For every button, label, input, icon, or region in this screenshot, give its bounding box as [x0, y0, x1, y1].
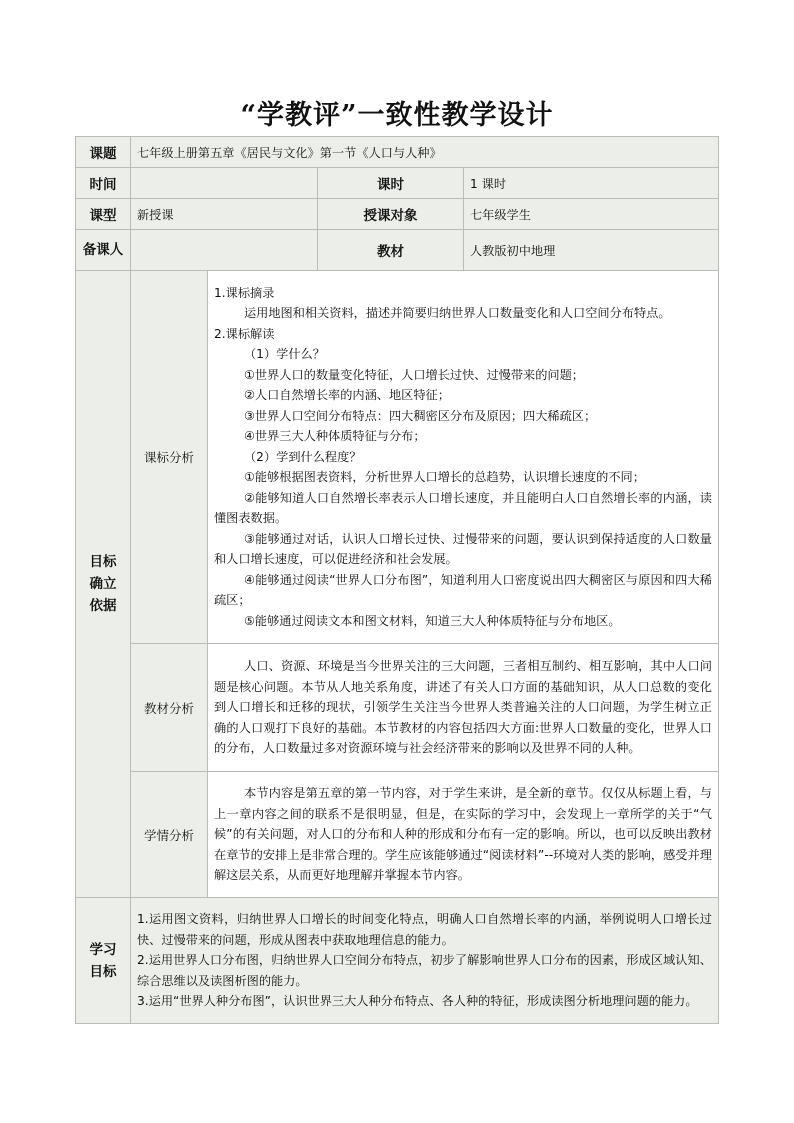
standards-line: 2.课标解读 [214, 326, 275, 341]
learner-analysis-label: 学情分析 [131, 772, 208, 898]
standards-line: ⑤能够通过阅读文本和图文材料，知道三大人种体质特征与分布地区。 [244, 613, 621, 628]
standards-line: ①能够根据图表资料，分析世界人口增长的总趋势，认识增长速度的不同； [244, 470, 645, 485]
standards-label: 课标分析 [131, 271, 208, 644]
textbook-label: 教材 [318, 230, 464, 271]
standards-line: ③世界人口空间分布特点：四大稠密区分布及原因；四大稀疏区； [244, 408, 597, 423]
type-label: 课型 [76, 199, 131, 230]
preparer-label: 备课人 [76, 230, 131, 271]
objective-item: 3.运用“世界人种分布图”，认识世界三大人种分布特点、各人种的特征，形成读图分析地理问题的能力。 [137, 994, 698, 1009]
type-value: 新授课 [131, 199, 318, 230]
textbook-value: 人教版初中地理 [464, 230, 719, 271]
objective-item: 1.运用图文资料，归纳世界人口增长的时间变化特点，明确人口自然增长率的内涵，举例说明人口增长过快、过慢带来的问题，形成从图表中获取地理信息的能力。 [137, 912, 712, 947]
topic-label: 课题 [76, 137, 131, 168]
standards-line: ④能够通过阅读“世界人口分布图”，知道利用人口密度说出四大稠密区与原因和四大稀疏区； [214, 572, 712, 608]
standards-line: ②能够知道人口自然增长率表示人口增长速度，并且能明白人口自然增长率的内涵，读懂图表数据。 [214, 490, 712, 526]
objective-item: 2.运用世界人口分布图，归纳世界人口空间分布特点，初步了解影响世界人口分布的因素，形成区域认知、综合思维以及读图析图的能力。 [137, 953, 712, 988]
standards-line: 1.课标摘录 [214, 285, 275, 300]
page-title: “学教评”一致性教学设计 [240, 100, 554, 131]
standards-line: （2）学到什么程度？ [244, 449, 362, 464]
standards-line: ④世界三大人种体质特征与分布； [244, 429, 426, 444]
topic-value: 七年级上册第五章《居民与文化》第一节《人口与人种》 [131, 137, 719, 168]
learner-analysis-text: 本节内容是第五章的第一节内容，对于学生来讲，是全新的章节。仅仅从标题上看，与上一章内容之间的联系不是很明显，但是，在实际的学习中，会发现上一章所学的关于“气候”的有关问题，对人口的分布和人种的形成和分布有一定的影响。所以，也可以反映出教材在章节的安排上是非常合理的。学生应该能够通过“阅读材料”--环境对人类的影响，感受并理解这层关系，从而更好地理解并掌握本节内容。 [214, 786, 712, 883]
time-label: 时间 [76, 168, 131, 199]
textbook-analysis-content [208, 644, 719, 772]
objectives-label: 学习目标 [76, 898, 131, 1024]
period-value: 1 课时 [464, 168, 719, 199]
standards-line: ①世界人口的数量变化特征，人口增长过快、过慢带来的问题； [244, 367, 584, 382]
time-value [131, 168, 318, 199]
period-label: 课时 [318, 168, 464, 199]
standards-line: （1）学什么？ [244, 347, 325, 362]
standards-line: ③能够通过对话，认识人口增长过快、过慢带来的问题，要认识到保持适度的人口数量和人口增长速度，可以促进经济和社会发展。 [214, 531, 712, 567]
lesson-plan-table [75, 136, 719, 1024]
standards-line: ②人口自然增长率的内涵、地区特征； [244, 388, 450, 403]
objectives-content [131, 898, 719, 1024]
basis-label: 目标确立依据 [76, 271, 131, 898]
preparer-value [131, 230, 318, 271]
audience-value: 七年级学生 [464, 199, 719, 230]
textbook-analysis-label: 教材分析 [131, 644, 208, 772]
standards-content [208, 271, 719, 644]
textbook-analysis-text: 人口、资源、环境是当今世界关注的三大问题，三者相互制约、相互影响，其中人口问题是核心问题。本节从人地关系角度，讲述了有关人口方面的基础知识，从人口总数的变化到人口增长和迁移的现状，引领学生关注当今世界人类普遍关注的人口问题，为学生树立正确的人口观打下良好的基础。本节教材的内容包括四大方面:世界人口数量的变化，世界人口的分布，人口数量过多对资源环境与社会经济带来的影响以及世界不同的人种。 [214, 659, 712, 756]
audience-label: 授课对象 [318, 199, 464, 230]
standards-line: 运用地图和相关资料，描述并简要归纳世界人口数量变化和人口空间分布特点。 [244, 306, 671, 321]
learner-analysis-content [208, 772, 719, 898]
